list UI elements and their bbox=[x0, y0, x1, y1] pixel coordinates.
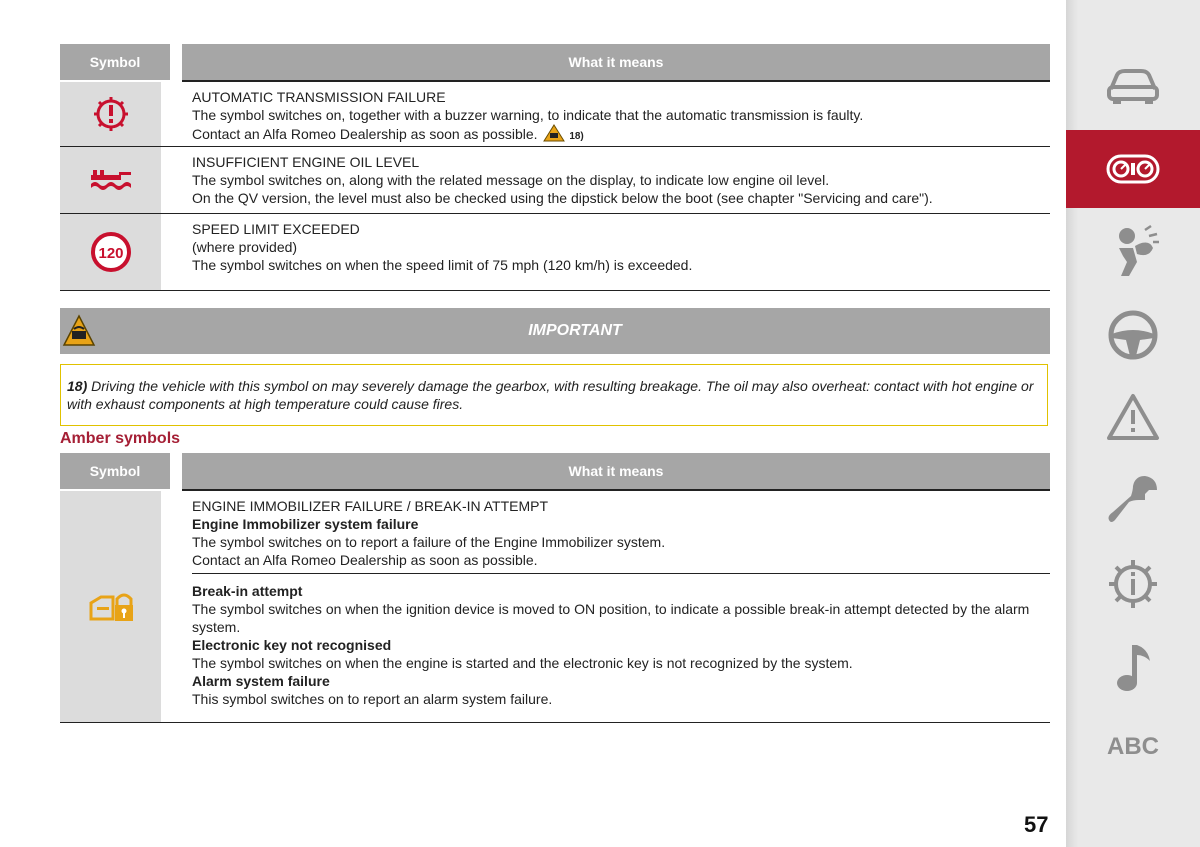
note-box bbox=[60, 364, 1048, 426]
spacer bbox=[192, 569, 1050, 582]
note-text: Driving the vehicle with this symbol on may severely damage the gearbox, with resulting breakage. The oil may also overheat: contact with hot engine or with exhaust components at high temperature could cause fires. bbox=[67, 378, 1034, 412]
sidebar-tab-index[interactable] bbox=[1066, 722, 1200, 772]
sub-divider bbox=[192, 573, 1050, 574]
sub-heading: Engine Immobilizer system failure bbox=[192, 516, 419, 532]
transmission-fault-icon bbox=[91, 94, 131, 134]
warning-triangle-icon bbox=[1105, 392, 1161, 442]
row-line: The symbol switches on when the speed limit of 75 mph (120 km/h) is exceeded. bbox=[192, 257, 693, 273]
table-header bbox=[60, 453, 1050, 489]
row-text bbox=[192, 497, 1050, 708]
engine-oil-level-icon bbox=[89, 166, 133, 194]
table-row bbox=[60, 214, 1050, 291]
music-note-icon bbox=[1108, 639, 1158, 695]
row-line: On the QV version, the level must also be checked using the dipstick below the boot (see chapter "Servicing and care"). bbox=[192, 190, 933, 206]
sub-heading: Break-in attempt bbox=[192, 583, 303, 599]
car-icon bbox=[1105, 67, 1161, 107]
symbol-cell bbox=[60, 214, 161, 290]
sidebar-tab-car[interactable] bbox=[1066, 52, 1200, 122]
important-icon-cell bbox=[60, 308, 98, 354]
row-text bbox=[192, 153, 1050, 207]
row-line: The symbol switches on to report a failure of the Engine Immobilizer system. bbox=[192, 534, 666, 550]
header-symbol: Symbol bbox=[60, 453, 170, 489]
row-text bbox=[192, 88, 1050, 146]
warning-gearbox-icon bbox=[62, 314, 96, 348]
table-row bbox=[60, 82, 1050, 147]
row-line: The symbol switches on when the ignition device is moved to ON position, to indicate a possible break-in attempt detected by the alarm system. bbox=[192, 601, 1030, 635]
section-heading: Amber symbols bbox=[60, 430, 181, 447]
abc-label: ABC bbox=[1107, 733, 1159, 760]
sidebar-tab-multimedia[interactable] bbox=[1066, 628, 1200, 706]
row-line bbox=[192, 124, 1050, 146]
row-title: SPEED LIMIT EXCEEDED bbox=[192, 221, 360, 237]
header-symbol: Symbol bbox=[60, 44, 170, 80]
sidebar-tab-emergency[interactable] bbox=[1066, 380, 1200, 454]
dashboard-icon bbox=[1105, 151, 1161, 187]
important-title: IMPORTANT bbox=[528, 322, 622, 339]
sidebar-tab-instruments[interactable] bbox=[1066, 130, 1200, 208]
table-row bbox=[60, 147, 1050, 214]
sidebar-tab-starting[interactable] bbox=[1066, 298, 1200, 372]
steering-wheel-icon bbox=[1106, 308, 1160, 362]
row-line: (where provided) bbox=[192, 239, 298, 255]
speed-limit-value: 120 bbox=[97, 245, 124, 262]
sub-heading: Alarm system failure bbox=[192, 673, 330, 689]
chapter-sidebar bbox=[1066, 0, 1200, 847]
sidebar-tab-safety[interactable] bbox=[1066, 216, 1200, 288]
row-title: INSUFFICIENT ENGINE OIL LEVEL bbox=[192, 154, 420, 170]
wrench-icon bbox=[1105, 472, 1161, 528]
important-banner bbox=[60, 308, 1050, 354]
row-line: The symbol switches on, along with the related message on the display, to indicate low engine oil level. bbox=[192, 172, 830, 188]
speed-limit-icon bbox=[90, 231, 132, 273]
note-reference[interactable]: 18) bbox=[569, 131, 584, 142]
symbol-cell bbox=[60, 147, 161, 213]
row-line: The symbol switches on when the engine is started and the electronic key is not recognized by the system. bbox=[192, 655, 853, 671]
row-title: ENGINE IMMOBILIZER FAILURE / BREAK-IN ATTEMPT bbox=[192, 498, 549, 514]
row-line: Contact an Alfa Romeo Dealership as soon as possible. bbox=[192, 552, 538, 568]
symbol-cell bbox=[60, 491, 161, 722]
note-number: 18) bbox=[67, 378, 88, 394]
header-meaning: What it means bbox=[182, 44, 1050, 80]
row-line: This symbol switches on to report an alarm system failure. bbox=[192, 691, 553, 707]
sidebar-tab-technical[interactable] bbox=[1066, 546, 1200, 622]
warning-gearbox-icon bbox=[543, 124, 565, 142]
airbag-person-icon bbox=[1105, 224, 1161, 280]
row-title: AUTOMATIC TRANSMISSION FAILURE bbox=[192, 89, 446, 105]
immobilizer-lock-icon bbox=[87, 589, 135, 625]
sidebar-tab-servicing[interactable] bbox=[1066, 462, 1200, 538]
row-text bbox=[192, 220, 1050, 274]
table-header bbox=[60, 44, 1050, 80]
row-line: The symbol switches on, together with a buzzer warning, to indicate that the automatic transmission is faulty. bbox=[192, 107, 864, 123]
page-number: 57 bbox=[1024, 812, 1049, 837]
gear-info-icon bbox=[1105, 556, 1161, 612]
row-line-text: Contact an Alfa Romeo Dealership as soon as possible. bbox=[192, 126, 538, 142]
header-meaning: What it means bbox=[182, 453, 1050, 489]
symbol-cell bbox=[60, 82, 161, 146]
sub-heading: Electronic key not recognised bbox=[192, 637, 392, 653]
table-row bbox=[60, 491, 1050, 723]
